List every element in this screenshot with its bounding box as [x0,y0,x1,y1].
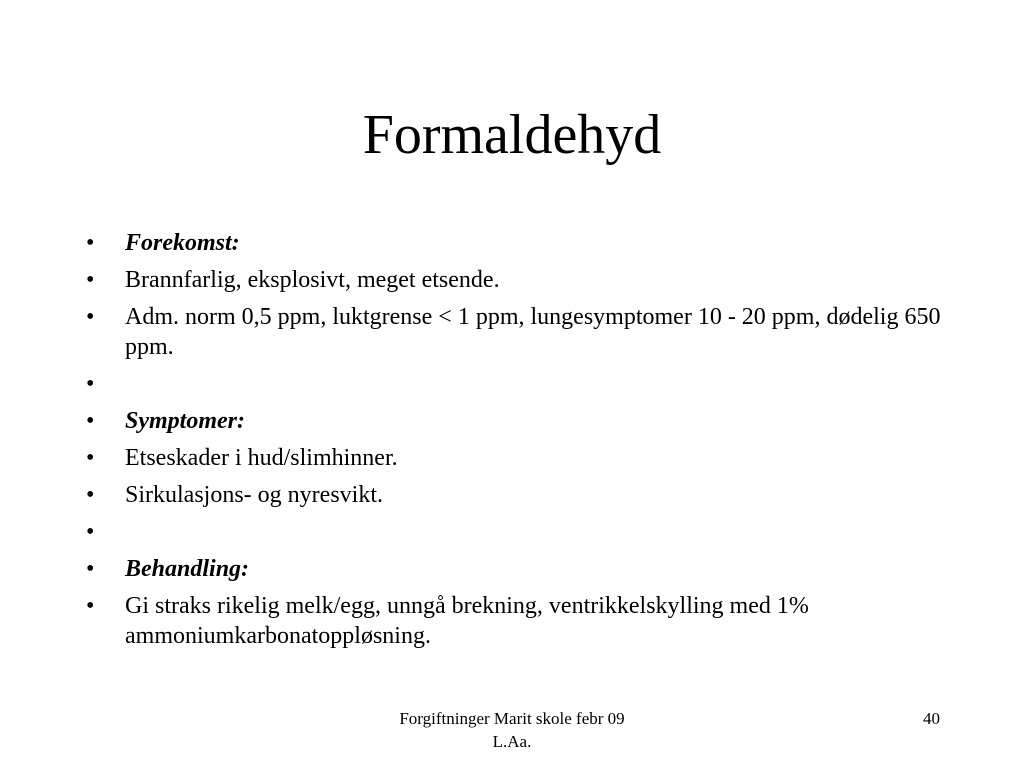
bullet-text: Forekomst: [125,230,240,256]
page-number: 40 [923,709,940,728]
bullet-marker: • [86,519,95,545]
bullet-text: Sirkulasjons- og nyresvikt. [125,482,383,508]
bullet-item [86,591,956,651]
footer-caption-line-2: L.Aa. [492,732,532,751]
bullet-list [86,228,956,658]
bullet-marker: • [86,267,95,293]
bullet-item [86,406,956,436]
bullet-item [86,480,956,510]
bullet-item [86,443,956,473]
bullet-item [86,517,956,547]
bullet-item [86,265,956,295]
bullet-marker: • [86,556,95,582]
footer-caption [362,707,662,753]
bullet-text: Behandling: [125,556,250,582]
bullet-marker: • [86,371,95,397]
bullet-text: Etseskader i hud/slimhinner. [125,445,398,471]
bullet-text: Gi straks rikelig melk/egg, unngå brekning, ventrikkelskylling med 1% ammoniumkarbonatoppløsning. [125,593,809,649]
footer-caption-line-1: Forgiftninger Marit skole febr 09 [399,709,625,728]
bullet-marker: • [86,593,95,619]
bullet-item [86,554,956,584]
bullet-marker: • [86,408,95,434]
bullet-text: Symptomer: [125,408,245,434]
bullet-text: Adm. norm 0,5 ppm, luktgrense < 1 ppm, lungesymptomer 10 - 20 ppm, dødelig 650 ppm. [125,304,941,360]
bullet-marker: • [86,230,95,256]
bullet-marker: • [86,304,95,330]
slide-title: Formaldehyd [362,104,662,166]
bullet-item [86,302,956,362]
bullet-item [86,369,956,399]
bullet-marker: • [86,445,95,471]
bullet-text [125,369,956,399]
bullet-text: Brannfarlig, eksplosivt, meget etsende. [125,267,500,293]
bullet-marker: • [86,482,95,508]
bullet-item [86,228,956,258]
bullet-text [125,517,956,547]
